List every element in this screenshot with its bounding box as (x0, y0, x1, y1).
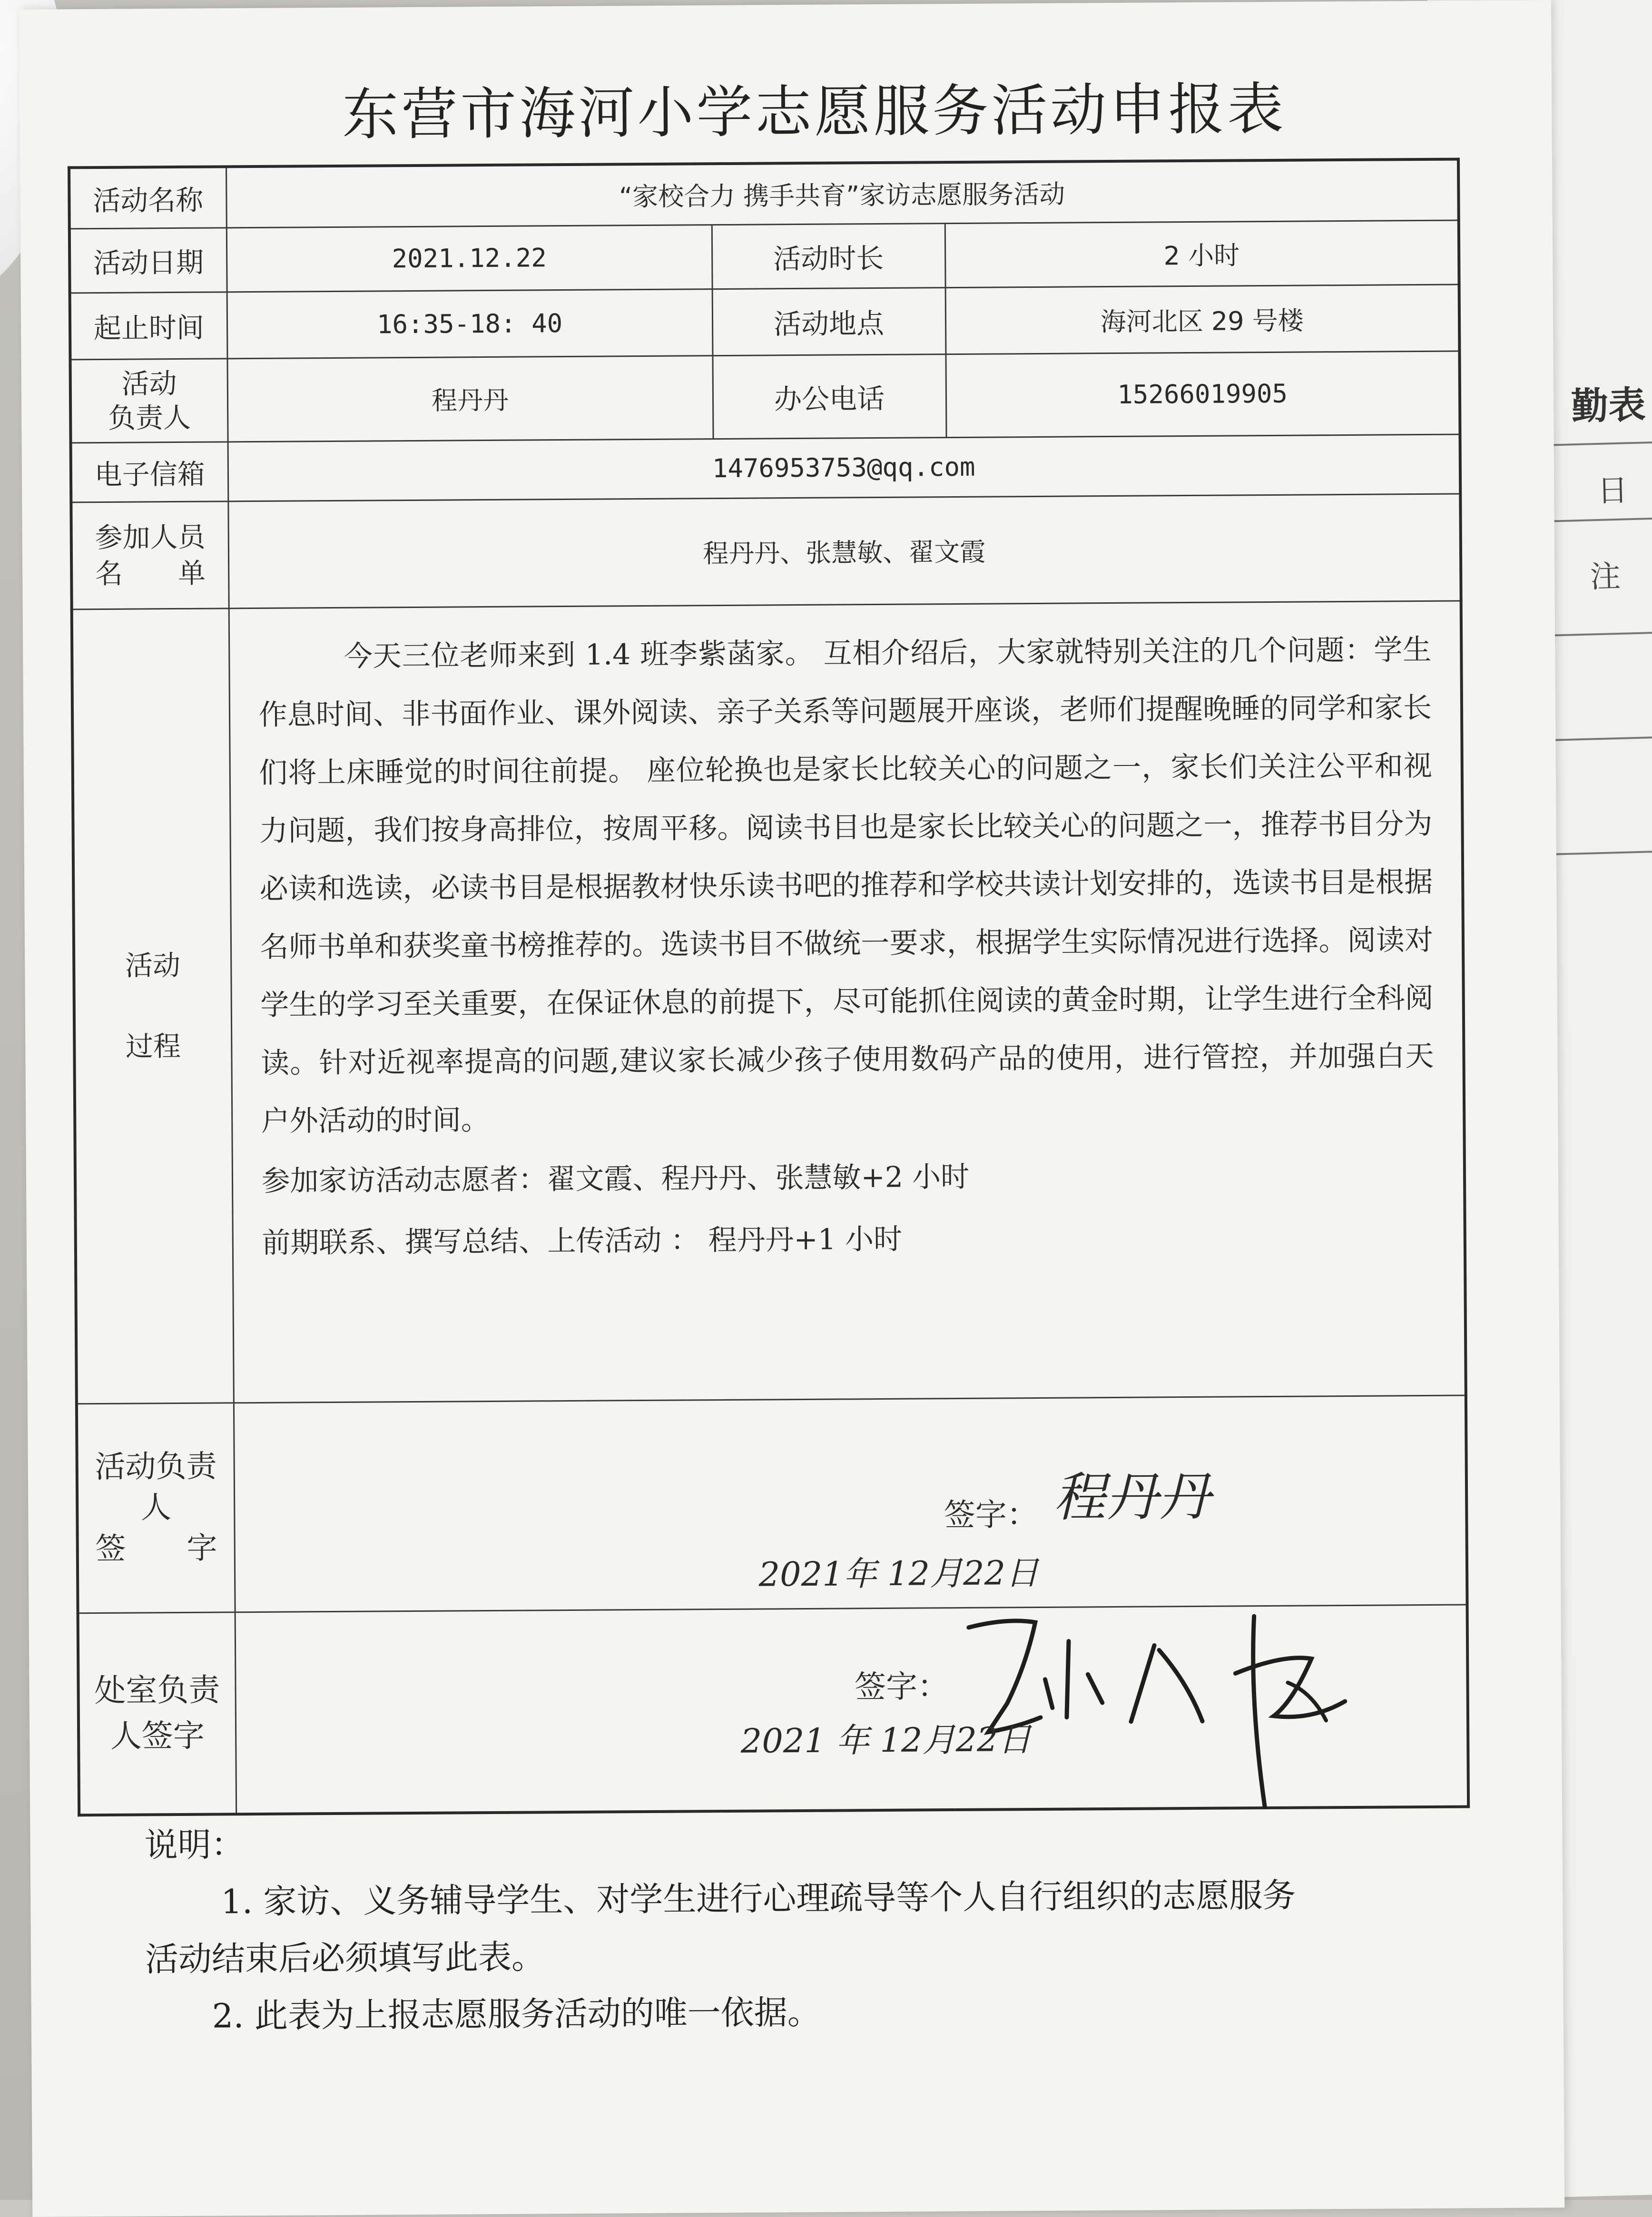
note-item-1-line1: 1. 家访、义务辅导学生、对学生进行心理疏导等个人自行组织的志愿服务 (221, 1875, 1296, 1922)
application-form-paper (19, 0, 1564, 2217)
email-value: 1476953753@qq.com (228, 434, 1461, 501)
volunteers-line: 参加家访活动志愿者：翟文霞、程丹丹、张慧敏+2 小时 (261, 1160, 970, 1198)
duration-value: 2 小时 (945, 220, 1459, 288)
notes-heading: 说明： (144, 1825, 245, 1865)
office-handwritten-signature-icon (949, 1606, 1379, 1817)
office-sign-label (78, 1612, 236, 1815)
email-label: 电子信箱 (71, 441, 228, 502)
participants-label-line1: 参加人员 (95, 520, 206, 554)
leader-label-line2: 负责人 (108, 401, 191, 434)
row-participants (71, 494, 1461, 609)
notes-section (144, 1808, 1525, 2045)
leader-sign-label-line2: 人 (140, 1490, 172, 1526)
process-label-line1: 活动 (125, 949, 181, 982)
phone-label: 办公电话 (712, 354, 946, 439)
note-item-2: 2. 此表为上报志愿服务活动的唯一依据。 (212, 1992, 821, 2036)
location-value: 海河北区 29 号楼 (945, 284, 1460, 354)
leader-value: 程丹丹 (227, 355, 713, 441)
leader-sign-label-line3: 签 字 (95, 1530, 217, 1567)
duration-label: 活动时长 (712, 223, 945, 289)
process-content (229, 601, 1466, 1403)
activity-name-label: 活动名称 (69, 167, 226, 228)
participants-label-line2: 名 单 (95, 557, 206, 590)
leader-sign-area (234, 1395, 1467, 1612)
activity-date-value: 2021.12.22 (226, 225, 712, 292)
application-form-table (68, 158, 1470, 1817)
background-paper-title: 勤表 (1571, 383, 1646, 429)
leader-label (70, 358, 227, 442)
row-time-location (70, 284, 1460, 360)
row-leader-signature (77, 1395, 1467, 1613)
note-item-1-line2: 活动结束后必须填写此表。 (145, 1937, 545, 1979)
office-sign-date: 2021 年 12月22日 (740, 1719, 1032, 1761)
leader-sign-date: 2021年 12月22日 (758, 1553, 1039, 1594)
row-activity-name (69, 159, 1459, 229)
row-date-duration (69, 220, 1459, 293)
leader-sign-label (77, 1403, 235, 1613)
summary-line: 前期联系、撰写总结、上传活动 ： 程丹丹+1 小时 (262, 1222, 903, 1260)
row-office-signature (78, 1604, 1469, 1815)
time-range-value: 16:35-18: 40 (227, 289, 713, 358)
office-sign-label-line1: 处室负责 (94, 1671, 220, 1709)
location-label: 活动地点 (712, 287, 946, 355)
office-sign-label-line2: 人签字 (110, 1717, 205, 1755)
phone-value: 15266019905 (945, 351, 1460, 438)
participants-label (71, 501, 228, 609)
row-process (72, 601, 1466, 1404)
leader-sign-label-line1: 活动负责 (95, 1449, 217, 1485)
background-paper-char: 日 (1597, 473, 1629, 509)
leader-handwritten-signature: 程丹丹 (1053, 1466, 1211, 1528)
activity-name-value: “家校合力 携手共育”家访志愿服务活动 (226, 159, 1459, 228)
document-title: 东营市海河小学志愿服务活动申报表 (342, 76, 1287, 147)
time-range-label: 起止时间 (70, 292, 227, 359)
leader-label-line1: 活动 (121, 367, 177, 400)
office-sign-prefix: 签字： (854, 1668, 949, 1705)
process-label-line2: 过程 (125, 1030, 181, 1063)
leader-sign-prefix: 签字： (944, 1496, 1039, 1533)
participants-value: 程丹丹、张慧敏、翟文霞 (228, 494, 1461, 608)
process-label (72, 608, 234, 1403)
row-leader-phone (70, 351, 1460, 443)
row-email (71, 434, 1461, 502)
activity-date-label: 活动日期 (69, 227, 227, 293)
background-paper-char: 注 (1589, 559, 1621, 595)
process-paragraph: 今天三位老师来到 1.4 班李紫菡家。 互相介绍后，大家就特别关注的几个问题：学生作息时间、非书面作业、课外阅读、亲子关系等问题展开座谈，老师们提醒晚睡的同学和家长们将上床睡觉的时间往前提。 座位轮换也是家长比较关心的问题之一，家长们关注公平和视力问题，我们按身高排位，按周平移。阅读书目也是家长比较关心的问题之一，推荐书目分为必读和选读，必读书目是根据教材快乐读书吧的推荐和学校共读计划安排的，选读书目是根据名师书单和获奖童书榜推荐的。选读书目不做统一要求，根据学生实际情况进行选择。阅读对学生的学习至关重要，在保证休息的前提下，尽可能抓住阅读的黄金时期，让学生进行全科阅读。针对近视率提高的问题,建议家长减少孩子使用数码产品的使用，进行管控，并加强白天户外活动的时间。 (258, 633, 1434, 1138)
office-sign-area (235, 1604, 1469, 1814)
